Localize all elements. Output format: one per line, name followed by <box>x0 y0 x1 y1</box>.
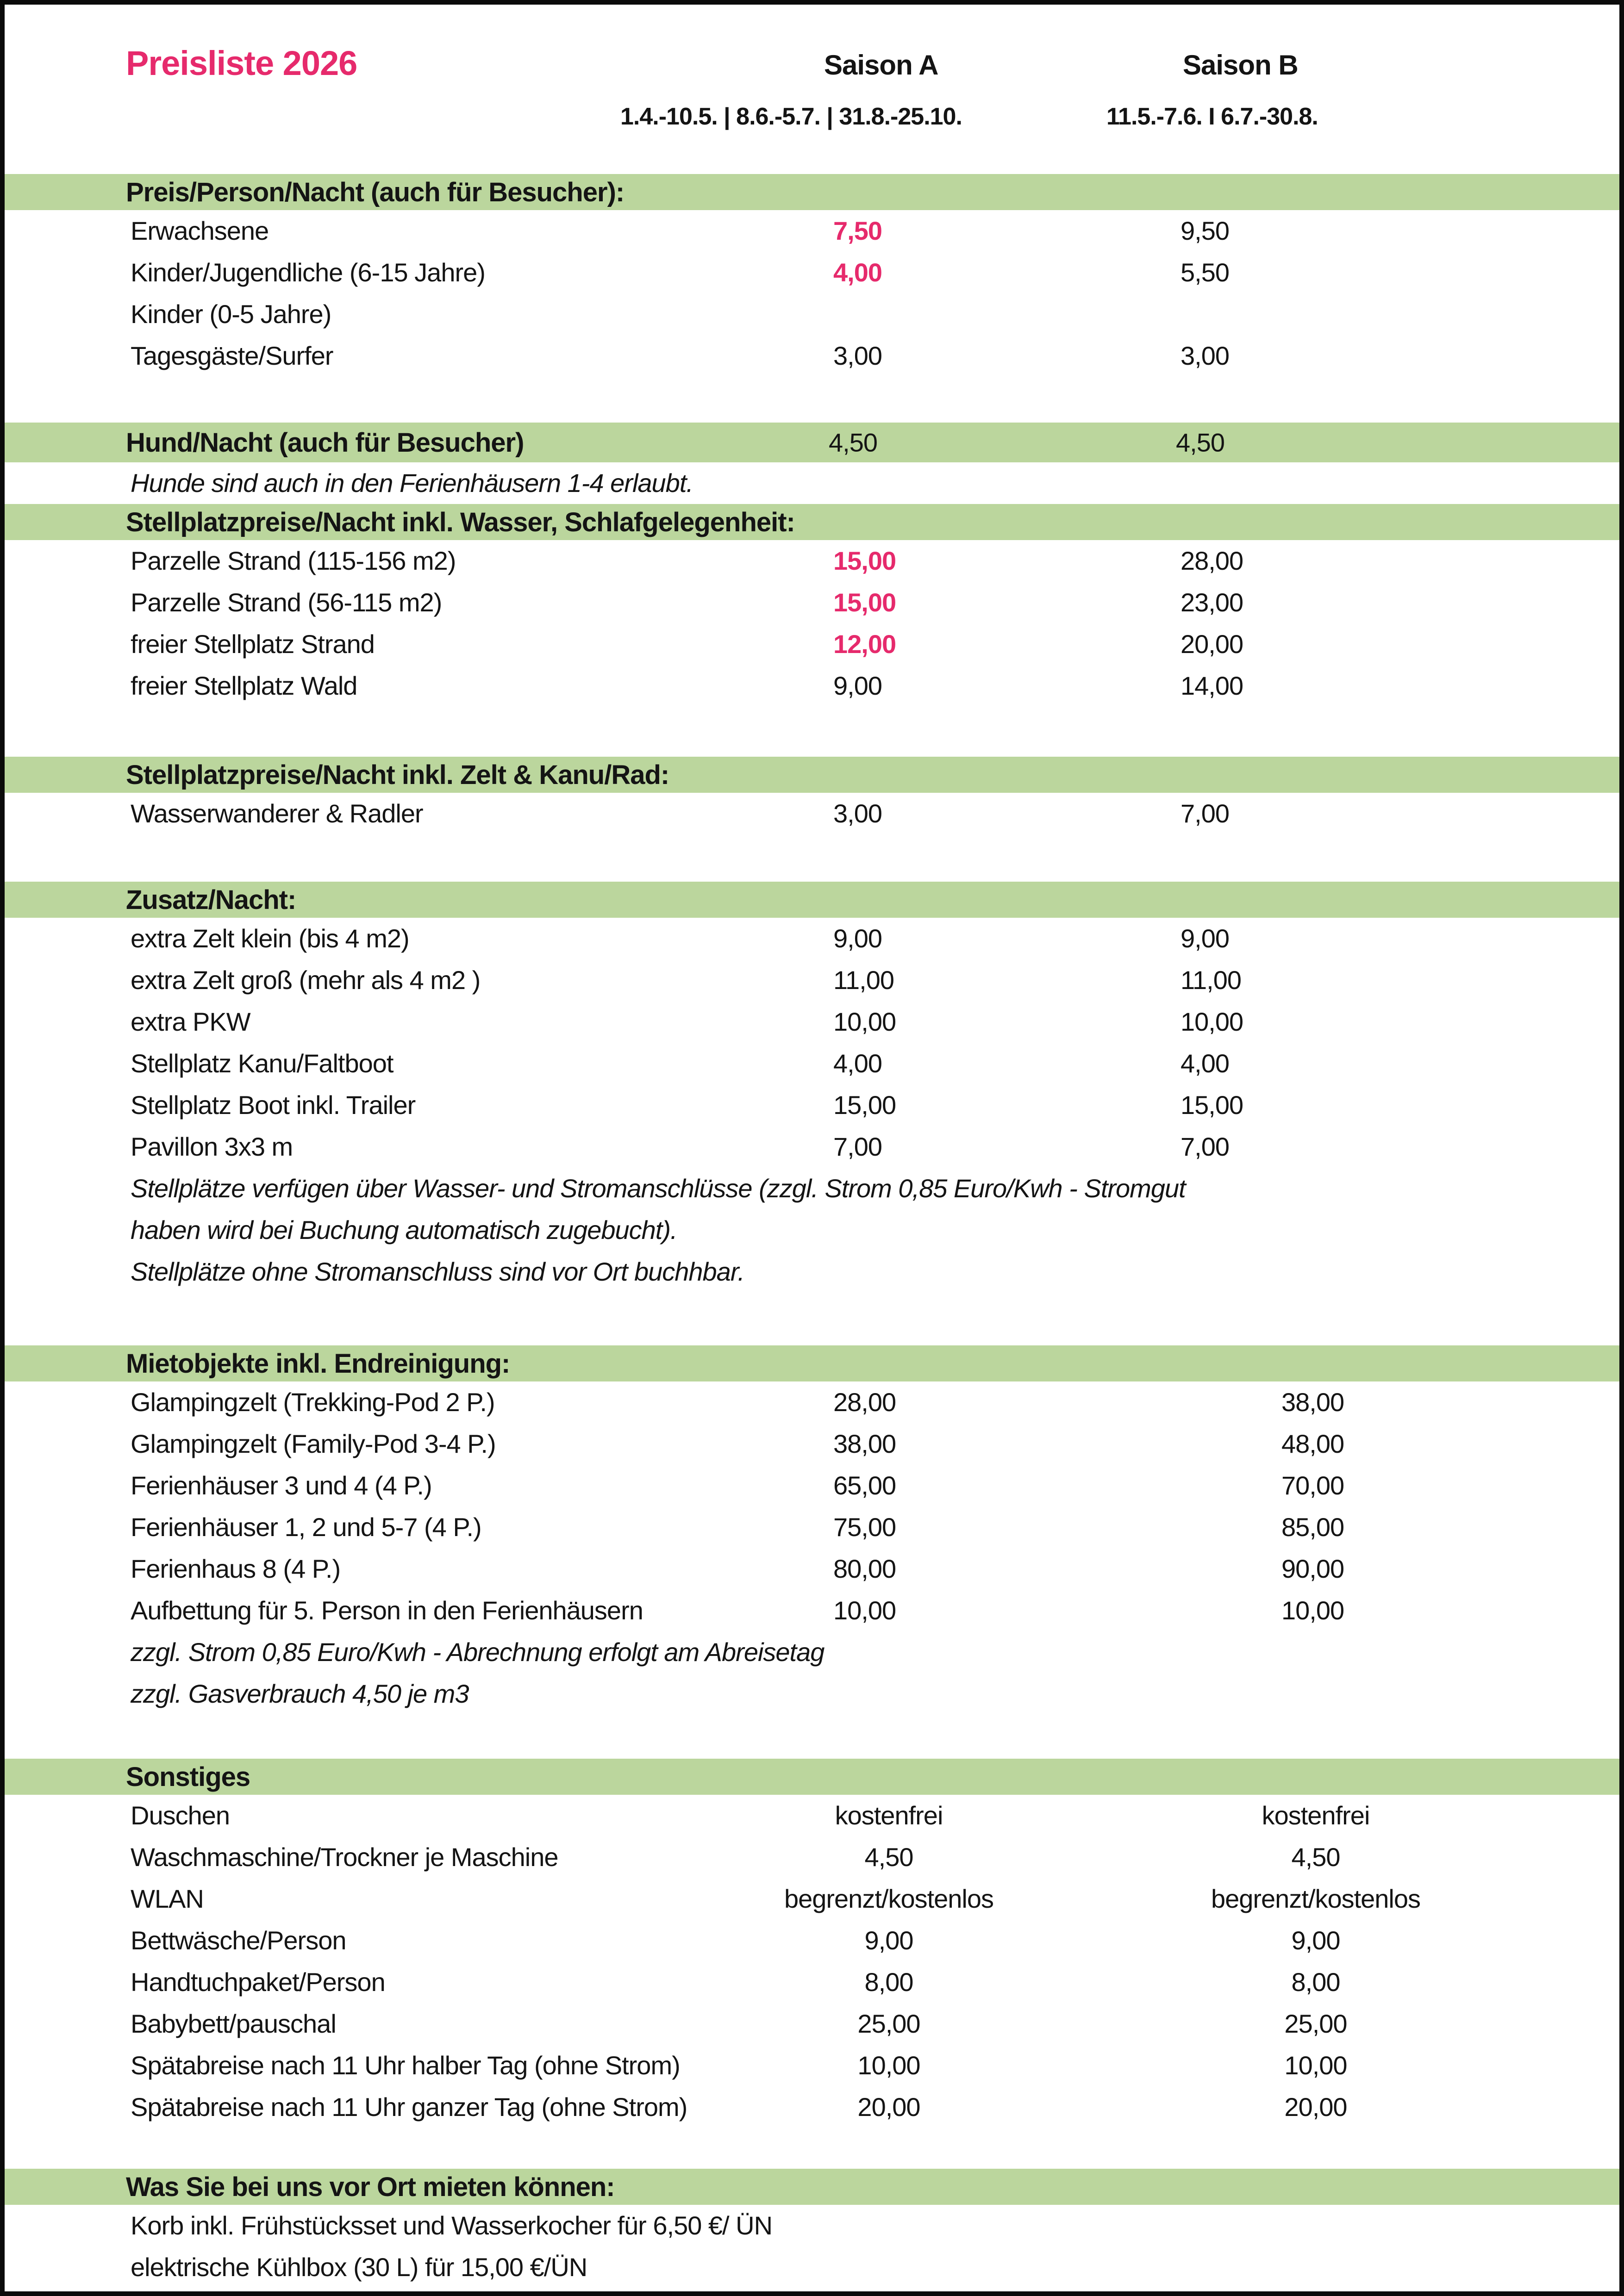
row-label: extra Zelt klein (bis 4 m2) <box>131 924 409 953</box>
price-saison-b: 14,00 <box>1181 671 1243 700</box>
section-rows-stellplatz-zelt <box>5 793 1619 834</box>
row-label: Spätabreise nach 11 Uhr ganzer Tag (ohne Strom) <box>131 2092 687 2122</box>
price-saison-a: begrenzt/kostenlos <box>784 1884 994 1913</box>
section-band-stellplatz-zelt <box>0 757 1624 793</box>
price-saison-b: 4,50 <box>1291 1842 1340 1872</box>
price-saison-b: 10,00 <box>1281 1596 1344 1625</box>
price-saison-b: begrenzt/kostenlos <box>1211 1884 1421 1913</box>
price-saison-a: 25,00 <box>857 2009 920 2038</box>
season-a-title: Saison A <box>824 50 938 81</box>
season-b-title: Saison B <box>1183 50 1298 81</box>
price-saison-b: 5,50 <box>1181 258 1229 287</box>
row-label: Tagesgäste/Surfer <box>131 341 333 370</box>
price-saison-b: 3,00 <box>1181 341 1229 370</box>
row-label: extra Zelt groß (mehr als 4 m2 ) <box>131 965 481 995</box>
price-saison-a: 4,50 <box>864 1842 913 1872</box>
price-row <box>5 1878 1619 1920</box>
section-band-vor-ort-mieten <box>0 2169 1624 2205</box>
vor-ort-line: elektrische Kühlbox (30 L) für 15,00 €/ÜN <box>131 2252 587 2282</box>
price-saison-a: 10,00 <box>833 1596 896 1625</box>
price-row <box>5 582 1619 623</box>
section-band-zusatz <box>0 882 1624 918</box>
price-saison-b: 15,00 <box>1181 1090 1243 1120</box>
price-saison-a: 3,00 <box>833 799 882 828</box>
section-header: Stellplatzpreise/Nacht inkl. Zelt & Kanu/Rad: <box>126 759 669 790</box>
section-header: Zusatz/Nacht: <box>126 884 296 915</box>
row-label: Babybett/pauschal <box>131 2009 336 2038</box>
price-saison-a: 4,00 <box>833 1049 882 1078</box>
price-row <box>5 1590 1619 1631</box>
row-label: Glampingzelt (Trekking-Pod 2 P.) <box>131 1388 495 1417</box>
section-header: Was Sie bei uns vor Ort mieten können: <box>126 2172 615 2202</box>
row-label: Parzelle Strand (56-115 m2) <box>131 588 442 617</box>
row-label: Wasserwanderer & Radler <box>131 799 423 828</box>
row-label: Ferienhaus 8 (4 P.) <box>131 1554 341 1583</box>
section-rows-mietobjekte <box>5 1381 1619 1631</box>
row-label: Handtuchpaket/Person <box>131 1967 385 1997</box>
season-a-dates: 1.4.-10.5. | 8.6.-5.7. | 31.8.-25.10. <box>620 103 962 130</box>
section-header: Sonstiges <box>126 1761 250 1792</box>
section-rows-sonstiges <box>5 1795 1619 2128</box>
price-row <box>5 210 1619 252</box>
row-label: extra PKW <box>131 1007 250 1036</box>
row-label: Glampingzelt (Family-Pod 3-4 P.) <box>131 1429 496 1458</box>
section-band-sonstiges <box>0 1759 1624 1795</box>
price-saison-b: 23,00 <box>1181 588 1243 617</box>
row-label: Bettwäsche/Person <box>131 1926 346 1955</box>
zusatz-note-line: haben wird bei Buchung automatisch zugebucht). <box>131 1215 677 1244</box>
price-saison-b: 70,00 <box>1281 1471 1344 1500</box>
section-band-stellplatz-wasser <box>0 504 1624 540</box>
price-saison-b: 20,00 <box>1284 2092 1347 2122</box>
price-saison-a: 20,00 <box>857 2092 920 2122</box>
row-label: Waschmaschine/Trockner je Maschine <box>131 1842 558 1872</box>
price-saison-a: 65,00 <box>833 1471 896 1500</box>
price-saison-b: 25,00 <box>1284 2009 1347 2038</box>
mietobjekte-note-line: zzgl. Strom 0,85 Euro/Kwh - Abrechnung erfolgt am Abreisetag <box>131 1637 824 1667</box>
row-label: Spätabreise nach 11 Uhr halber Tag (ohne Strom) <box>131 2051 680 2080</box>
row-label: WLAN <box>131 1884 204 1913</box>
price-saison-b: 20,00 <box>1181 629 1243 659</box>
price-saison-b: 4,00 <box>1181 1049 1229 1078</box>
section-header: Preis/Person/Nacht (auch für Besucher): <box>126 177 625 207</box>
price-row <box>5 540 1619 582</box>
price-row <box>5 623 1619 665</box>
price-row <box>5 1001 1619 1043</box>
section-header: Hund/Nacht (auch für Besucher) <box>126 427 524 458</box>
row-label: Duschen <box>131 1801 230 1830</box>
section-band-hund <box>0 423 1624 462</box>
price-saison-b: 28,00 <box>1181 546 1243 575</box>
price-row <box>5 293 1619 335</box>
section-header: Stellplatzpreise/Nacht inkl. Wasser, Schlafgelegenheit: <box>126 507 795 537</box>
price-saison-b: 9,00 <box>1181 924 1229 953</box>
section-header: Mietobjekte inkl. Endreinigung: <box>126 1348 510 1379</box>
season-b-dates: 11.5.-7.6. I 6.7.-30.8. <box>1106 103 1318 130</box>
page-title: Preisliste 2026 <box>126 44 357 82</box>
price-saison-b: 4,50 <box>1176 428 1224 457</box>
price-saison-b: 85,00 <box>1281 1512 1344 1542</box>
price-saison-a: 11,00 <box>833 965 894 995</box>
price-row <box>5 2086 1619 2128</box>
zusatz-note-line: Stellplätze verfügen über Wasser- und Stromanschlüsse (zzgl. Strom 0,85 Euro/Kwh - Stromgut <box>131 1174 1186 1203</box>
page-header <box>5 5 1619 174</box>
price-saison-b: 48,00 <box>1281 1429 1344 1458</box>
row-label: freier Stellplatz Wald <box>131 671 357 700</box>
row-label: Aufbettung für 5. Person in den Ferienhäusern <box>131 1596 643 1625</box>
price-row <box>5 1126 1619 1168</box>
row-label: Ferienhäuser 1, 2 und 5-7 (4 P.) <box>131 1512 481 1542</box>
price-row <box>5 335 1619 377</box>
price-row <box>5 2045 1619 2086</box>
price-saison-a: 12,00 <box>833 629 896 659</box>
price-saison-b: 7,00 <box>1181 1132 1229 1161</box>
row-label: Pavillon 3x3 m <box>131 1132 293 1161</box>
price-saison-b: 90,00 <box>1281 1554 1344 1583</box>
price-saison-a: 9,00 <box>833 924 882 953</box>
price-saison-a: 9,00 <box>864 1926 913 1955</box>
price-saison-a: 7,00 <box>833 1132 882 1161</box>
row-label: freier Stellplatz Strand <box>131 629 375 659</box>
price-row <box>5 252 1619 293</box>
zusatz-note-line: Stellplätze ohne Stromanschluss sind vor Ort buchhbar. <box>131 1257 744 1286</box>
price-row <box>5 793 1619 834</box>
price-saison-a: 10,00 <box>857 2051 920 2080</box>
price-saison-b: 8,00 <box>1291 1967 1340 1997</box>
price-saison-a: kostenfrei <box>835 1801 943 1830</box>
price-saison-b: 11,00 <box>1181 965 1241 995</box>
price-row <box>5 2003 1619 2045</box>
price-row <box>5 665 1619 707</box>
section-band-mietobjekte <box>0 1345 1624 1381</box>
price-saison-a: 80,00 <box>833 1554 896 1583</box>
price-row <box>5 959 1619 1001</box>
price-saison-a: 10,00 <box>833 1007 896 1036</box>
price-saison-b: 9,50 <box>1181 216 1229 245</box>
price-saison-b: 9,00 <box>1291 1926 1340 1955</box>
row-label: Parzelle Strand (115-156 m2) <box>131 546 456 575</box>
section-rows-zusatz <box>5 918 1619 1168</box>
price-saison-a: 15,00 <box>833 588 896 617</box>
price-saison-a: 15,00 <box>833 546 896 575</box>
price-row <box>5 1084 1619 1126</box>
price-row <box>5 1548 1619 1590</box>
price-saison-a: 8,00 <box>864 1967 913 1997</box>
price-row <box>5 1795 1619 1836</box>
price-saison-a: 4,50 <box>829 428 877 457</box>
price-row <box>5 1465 1619 1506</box>
hund-note: Hunde sind auch in den Ferienhäusern 1-4 erlaubt. <box>131 468 693 498</box>
price-saison-a: 75,00 <box>833 1512 896 1542</box>
price-row <box>5 1836 1619 1878</box>
price-row <box>5 1506 1619 1548</box>
row-label: Stellplatz Kanu/Faltboot <box>131 1049 394 1078</box>
price-row <box>5 1961 1619 2003</box>
price-row <box>5 1920 1619 1961</box>
price-saison-a: 7,50 <box>833 216 882 245</box>
row-label: Kinder/Jugendliche (6-15 Jahre) <box>131 258 485 287</box>
section-rows-preis-person <box>5 210 1619 377</box>
price-saison-a: 38,00 <box>833 1429 896 1458</box>
price-saison-a: 15,00 <box>833 1090 896 1120</box>
row-label: Stellplatz Boot inkl. Trailer <box>131 1090 416 1120</box>
row-label: Kinder (0-5 Jahre) <box>131 299 331 329</box>
row-label: Ferienhäuser 3 und 4 (4 P.) <box>131 1471 432 1500</box>
price-saison-a: 28,00 <box>833 1388 896 1417</box>
price-saison-b: 10,00 <box>1181 1007 1243 1036</box>
price-saison-a: 9,00 <box>833 671 882 700</box>
row-label: Erwachsene <box>131 216 269 245</box>
price-saison-b: kostenfrei <box>1262 1801 1370 1830</box>
price-saison-a: 3,00 <box>833 341 882 370</box>
price-row <box>5 918 1619 959</box>
price-saison-b: 10,00 <box>1284 2051 1347 2080</box>
price-row <box>5 1043 1619 1084</box>
section-rows-stellplatz-wasser <box>5 540 1619 707</box>
price-saison-a: 4,00 <box>833 258 882 287</box>
price-row <box>5 1381 1619 1423</box>
section-band-preis-person <box>0 174 1624 210</box>
price-saison-b: 7,00 <box>1181 799 1229 828</box>
price-saison-b: 38,00 <box>1281 1388 1344 1417</box>
mietobjekte-note-line: zzgl. Gasverbrauch 4,50 je m3 <box>131 1679 469 1708</box>
price-row <box>5 1423 1619 1465</box>
vor-ort-line: Korb inkl. Frühstücksset und Wasserkocher für 6,50 €/ ÜN <box>131 2211 773 2240</box>
